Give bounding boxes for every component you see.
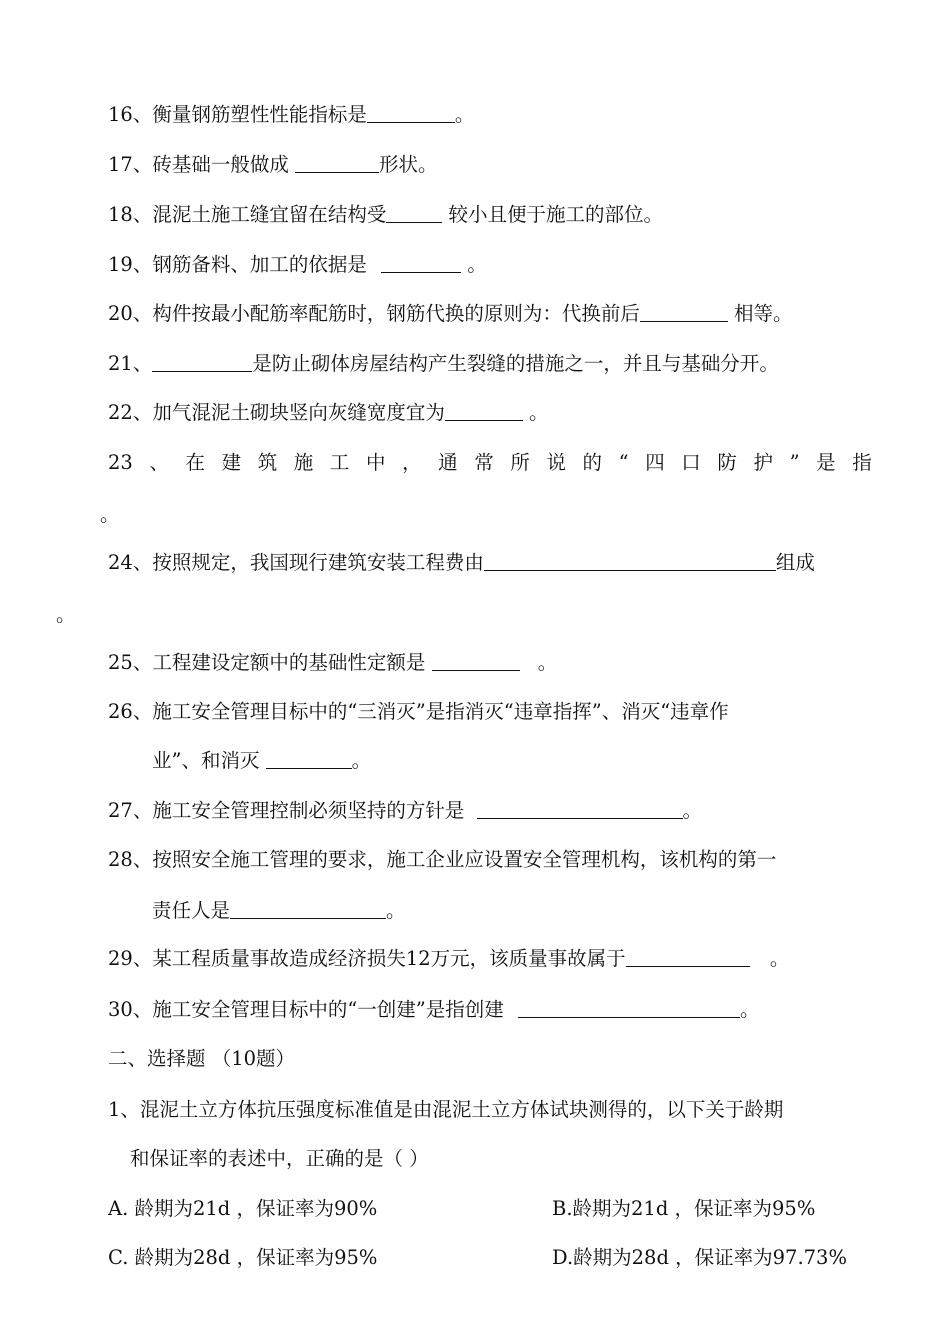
answer-blank[interactable] (386, 202, 442, 223)
question-char: 常 (474, 451, 494, 474)
question-tail: 。 (351, 749, 372, 772)
question-number: 28、 (108, 848, 153, 871)
question-20 (108, 299, 793, 329)
question-text: 按照安全施工管理的要求，施工企业应设置安全管理机构，该机构的第一 (152, 848, 777, 871)
question-text: 钢筋备料、加工的依据是 (152, 253, 374, 276)
answer-blank[interactable] (432, 650, 520, 671)
question-char: 筑 (257, 451, 278, 474)
question-number: 1、 (108, 1098, 140, 1121)
question-tail: 。 (454, 103, 475, 126)
mc-question-1 (108, 1095, 783, 1125)
question-number: 21、 (108, 352, 153, 375)
question-char: ” (789, 451, 800, 474)
question-char: 施 (293, 451, 314, 474)
answer-blank[interactable] (484, 550, 776, 571)
question-char: “ (618, 451, 629, 474)
answer-blank[interactable] (230, 898, 386, 919)
answer-blank[interactable] (152, 351, 252, 372)
question-char: 建 (221, 451, 242, 474)
question-char: 防 (717, 451, 737, 474)
question-number: 24、 (108, 551, 153, 574)
question-24-continuation (56, 600, 76, 630)
question-number: 22、 (108, 401, 153, 424)
question-char: 工 (329, 451, 350, 474)
question-tail: 。 (739, 998, 760, 1021)
question-number: 18、 (108, 203, 153, 226)
question-tail: 。 (531, 651, 558, 674)
question-tail: 相等。 (727, 302, 793, 325)
question-char: 是 (816, 451, 836, 474)
question-22 (108, 398, 549, 428)
question-number: 26、 (108, 700, 153, 723)
question-text: 衡量钢筋塑性性能指标是 (152, 103, 367, 126)
question-21 (108, 349, 779, 379)
question-29 (108, 944, 789, 974)
answer-blank[interactable] (626, 946, 750, 967)
question-char: ， (402, 451, 422, 474)
question-tail: 形状。 (379, 153, 438, 176)
question-char: 指 (852, 451, 872, 474)
question-number: 20、 (108, 302, 153, 325)
question-17 (108, 150, 438, 180)
question-number: 17、 (108, 153, 153, 176)
question-28-continuation (152, 896, 406, 926)
question-19 (108, 250, 487, 280)
option-c-label: C. 龄期为28d ，保证率为95% (108, 1246, 378, 1269)
question-27 (108, 796, 702, 826)
question-tail: 组成 (775, 551, 815, 574)
question-16 (108, 100, 474, 130)
option-a[interactable] (108, 1194, 377, 1224)
question-text: 施工安全管理目标中的“一创建”是指创建 (152, 998, 510, 1021)
question-text: 混泥土立方体抗压强度标准值是由混泥土立方体试块测得的，以下关于龄期 (139, 1098, 784, 1121)
question-tail: 。 (763, 947, 790, 970)
question-tail: 。 (56, 603, 76, 626)
answer-blank[interactable] (381, 252, 461, 273)
question-tail: 。 (100, 503, 120, 526)
question-text: 构件按最小配筋率配筋时，钢筋代换的原则为：代换前后 (152, 302, 640, 325)
question-text: 施工安全管理控制必须坚持的方针是 (152, 799, 471, 822)
question-number: 30、 (108, 998, 153, 1021)
question-24 (108, 548, 815, 578)
option-c[interactable] (108, 1243, 377, 1273)
question-tail: 。 (461, 253, 487, 276)
question-18 (108, 200, 663, 230)
question-28 (108, 845, 776, 875)
question-text: 施工安全管理目标中的“三消灭”是指消灭“违章指挥”、消灭“违章作 (152, 700, 729, 723)
question-text: 某工程质量事故造成经济损失12万元，该质量事故属于 (152, 947, 626, 970)
question-text: 加气混泥土砌块竖向灰缝宽度宜为 (152, 401, 445, 424)
option-b-label: B.龄期为21d ，保证率为95% (552, 1197, 816, 1220)
question-30 (108, 995, 759, 1025)
question-number: 29、 (108, 947, 153, 970)
question-char: 说 (546, 451, 566, 474)
question-text: 混泥土施工缝宜留在结构受 (152, 203, 387, 226)
question-char: 所 (510, 451, 530, 474)
question-26-continuation (152, 746, 371, 776)
answer-blank[interactable] (367, 102, 455, 123)
answer-blank[interactable] (295, 152, 379, 173)
answer-blank[interactable] (640, 301, 728, 322)
question-23-continuation (100, 500, 120, 530)
option-a-label: A. 龄期为21d ，保证率为90% (108, 1197, 378, 1220)
answer-blank[interactable] (477, 798, 683, 819)
question-tail: 。 (682, 799, 703, 822)
question-text: 砖基础一般做成 (152, 153, 296, 176)
question-char: 护 (753, 451, 773, 474)
option-d[interactable] (552, 1243, 847, 1273)
answer-blank[interactable] (518, 997, 740, 1018)
question-number: 16、 (108, 103, 153, 126)
question-char: 通 (438, 451, 458, 474)
section-heading (108, 1044, 295, 1074)
question-text: 责任人是 (152, 899, 231, 922)
mc-question-1-continuation (130, 1144, 429, 1174)
question-text: 按照规定，我国现行建筑安装工程费由 (152, 551, 484, 574)
question-tail: 。 (386, 899, 406, 922)
answer-blank[interactable] (445, 400, 523, 421)
question-number: 23 (108, 451, 133, 474)
question-char: 中 (365, 451, 386, 474)
question-tail: 是防止砌体房屋结构产生裂缝的措施之一，并且与基础分开。 (252, 352, 779, 375)
question-char: 在 (185, 451, 206, 474)
question-tail: 较小且便于施工的部位。 (442, 203, 664, 226)
question-char: 、 (149, 451, 169, 474)
question-26 (108, 697, 729, 727)
question-char: 四 (645, 451, 665, 474)
question-number: 19、 (108, 253, 153, 276)
question-23 (108, 448, 872, 478)
answer-blank[interactable] (266, 748, 352, 769)
option-d-label: D.龄期为28d ，保证率为97.73% (552, 1246, 847, 1269)
question-25 (108, 648, 557, 678)
section-title: 二、选择题 （10题） (108, 1047, 296, 1070)
question-tail: 。 (522, 401, 549, 424)
question-text: 和保证率的表述中，正确的是（ ） (130, 1147, 429, 1170)
option-b[interactable] (552, 1194, 815, 1224)
question-number: 25、 (108, 651, 153, 674)
question-text: 工程建设定额中的基础性定额是 (152, 651, 432, 674)
question-number: 27、 (108, 799, 153, 822)
question-char: 的 (582, 451, 603, 474)
question-char: 口 (681, 451, 701, 474)
question-text: 业”、和消灭 (152, 749, 266, 772)
